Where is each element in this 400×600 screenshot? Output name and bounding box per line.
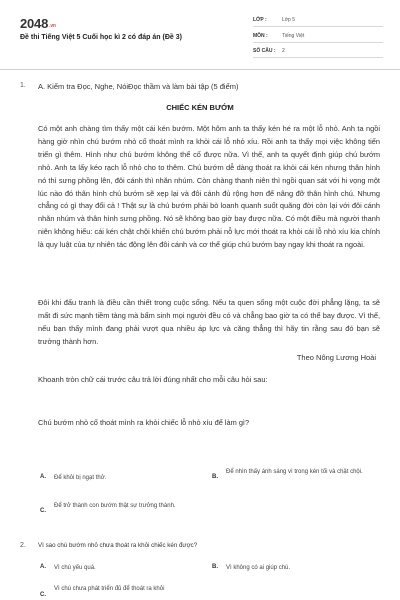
- info-row-subject: [253, 30, 383, 43]
- info-row-class: [253, 14, 383, 27]
- option-text: Vì chú yếu quá.: [54, 565, 96, 571]
- story-author: Theo Nông Lương Hoài: [296, 353, 376, 362]
- question-text: Vì sao chú bướm nhỏ chưa thoát ra khỏi chiếc kén được?: [38, 542, 198, 549]
- info-label: MÔN :: [253, 33, 268, 39]
- question-text: Chú bướm nhỏ cố thoát mình ra khỏi chiếc lỗ nhỏ xíu để làm gì?: [38, 418, 250, 427]
- question-number: 1.: [20, 82, 26, 89]
- option-letter: B.: [212, 564, 218, 570]
- option-letter: B.: [212, 474, 218, 480]
- option-text: Để trở thành con bướm thật sự trưởng thành.: [54, 503, 176, 509]
- story-title: CHIẾC KÉN BƯỚM: [166, 103, 234, 112]
- info-value: Lớp 5: [282, 17, 296, 23]
- logo-suffix: .vn: [49, 23, 56, 29]
- instruction-prompt: Khoanh tròn chữ cái trước câu trả lời đúng nhất cho mỗi câu hỏi sau:: [38, 375, 268, 384]
- option-letter: C.: [40, 592, 46, 598]
- site-logo[interactable]: [20, 16, 56, 31]
- story-paragraph-1: Có một anh chàng tìm thấy một cái kén bướm. Một hôm anh ta thấy kén hé ra một lỗ nhỏ. Anh ta ngồi hàng giờ nhìn chú bướm nhỏ cố thoát mình ra khỏi cái lỗ nhỏ xíu. Rồi anh ta thấy mọi việc không tiến triển gì thêm. Hình như chú bướm không thể cố được nữa. Vì thế, anh ta quyết định giúp chú bướm nhỏ. Anh ta lấy kéo rạch lỗ nhỏ cho to thêm. Chú bướm dễ dàng thoát ra khỏi cái kén nhưng thân hình nó thì sưng phồng lên, đôi cánh thì nhăn nhúm. Còn chàng thanh niên thì ngồi quan sát với hi vọng một lúc nào đó thân hình chú bướm sẽ xẹp lại và đôi cánh đủ rộng hơn để nâng đỡ thân hình chú. Nhưng chẳng có gì thay đổi cả ! Thật sự là chú bướm phải bò loanh quanh suốt quãng đời còn lại với đôi cánh nhăn nhúm và thân hình sưng phồng. Nó sẽ không bao giờ bay được nữa. Có một điều mà người thanh niên không hiểu: cái kén chật chội khiến chú bướm phải nỗ lực mới thoát ra khỏi cái lỗ nhỏ xíu kia chính là quy luật của tự nhiên tác động lên đôi cánh và cơ thể giúp chú bướm bay ngay khi thoát ra ngoài.: [38, 124, 380, 250]
- section-title: A. Kiểm tra Đọc, Nghe, NóiĐọc thầm và làm bài tập (5 điểm): [38, 82, 239, 91]
- story-paragraph-2: Đôi khi đấu tranh là điều cần thiết trong cuộc sống. Nếu ta quen sống một cuộc đời phẳng lặng, ta sẽ mất đi sức mạnh tiềm tàng mà bẩm sinh mọi người đều có và chẳng bao giờ ta có thể bay được. Vì thế, nếu bạn thấy mình đang phải vượt qua nhiều áp lực và căng thẳng thì hãy tin rằng sau đó bạn sẽ trưởng thành hơn.: [38, 298, 380, 346]
- option-letter: C.: [40, 508, 46, 514]
- option-text: Để khỏi bị ngạt thở.: [54, 475, 107, 481]
- option-text: Để nhìn thấy ánh sáng vì trong kén tối và chật chội.: [226, 469, 363, 475]
- info-value: Tiếng Việt: [282, 33, 305, 39]
- option-text: Vì chú chưa phát triển đủ để thoát ra khỏi: [54, 586, 165, 592]
- info-label: LỚP :: [253, 17, 267, 23]
- info-label: SỐ CÂU :: [253, 48, 276, 54]
- option-letter: A.: [40, 564, 46, 570]
- info-value: 2: [282, 48, 285, 54]
- question-number: 2.: [20, 542, 26, 549]
- header-divider: [0, 69, 400, 70]
- info-row-count: [253, 45, 383, 58]
- page-header: [0, 0, 400, 68]
- logo-main: 2048: [20, 16, 49, 31]
- option-letter: A.: [40, 474, 46, 480]
- option-text: Vì không có ai giúp chú.: [226, 565, 291, 571]
- exam-title: Đề thi Tiếng Việt 5 Cuối học kì 2 có đáp án (Đề 3): [20, 34, 182, 41]
